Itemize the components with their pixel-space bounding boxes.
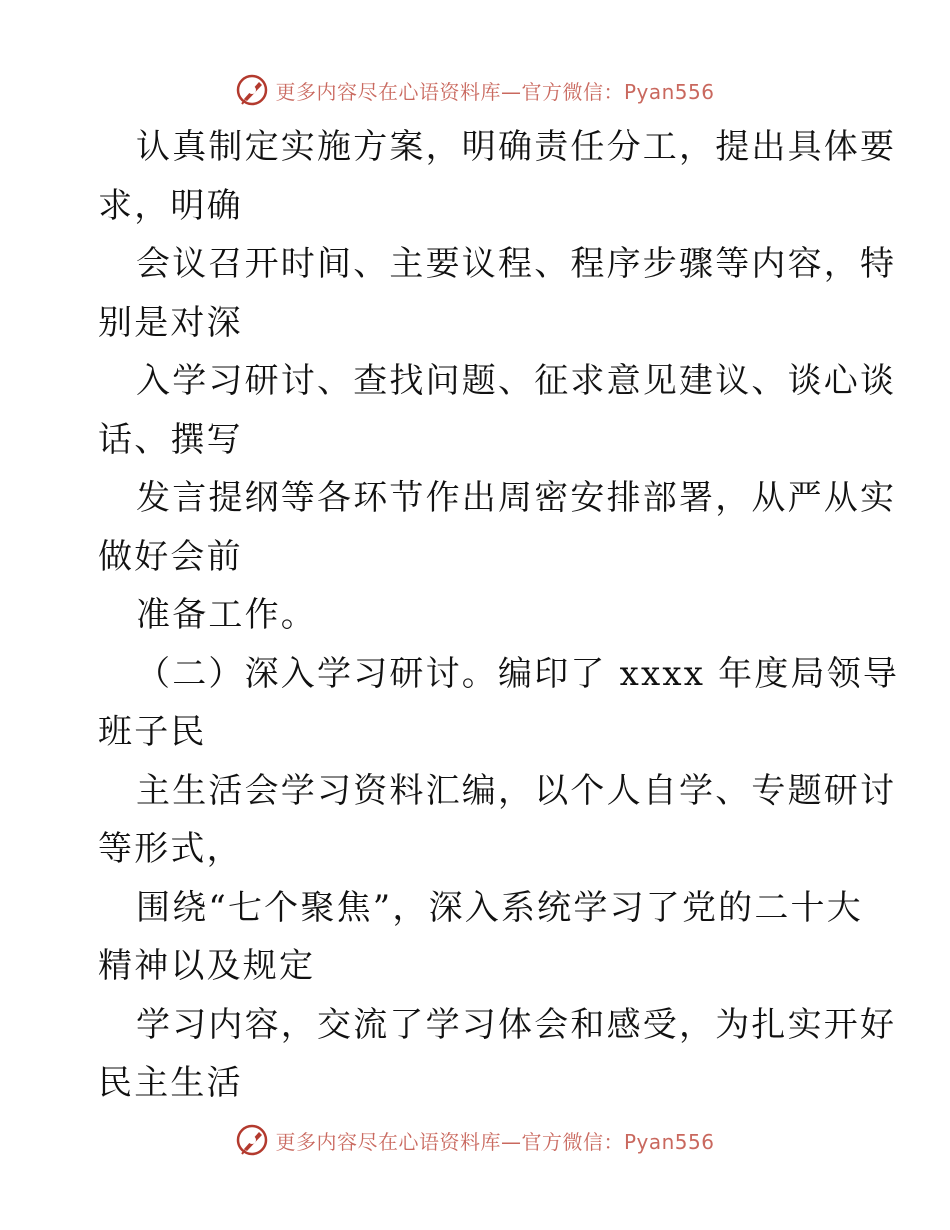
watermark-text: 更多内容尽在心语资料库—官方微信：Pyan556 [275, 79, 715, 104]
body-line: 准备工作。 [136, 595, 317, 635]
quill-pen-logo-icon [235, 73, 269, 107]
body-line: 做好会前 [98, 536, 243, 577]
body-line: 等形式， [98, 829, 243, 869]
body-line: 话、撰写 [98, 419, 243, 460]
body-line: 别是对深 [98, 302, 243, 343]
body-line: 学习内容，交流了学习体会和感受，为扎实开好 [136, 1004, 897, 1045]
footer-watermark [0, 1118, 950, 1162]
watermark-text: 更多内容尽在心语资料库—官方微信：Pyan556 [275, 1129, 715, 1154]
body-line: 主生活会学习资料汇编，以个人自学、专题研讨 [136, 770, 897, 811]
body-line: 民主生活 [98, 1063, 243, 1103]
body-line: 班子民 [98, 712, 207, 752]
header-watermark [0, 68, 950, 112]
body-line: 入学习研讨、查找问题、征求意见建议、谈心谈 [136, 361, 897, 401]
document-body [98, 118, 900, 1113]
body-line: 会议召开时间、主要议程、程序步骤等内容，特 [136, 244, 897, 284]
body-line: 求，明确 [98, 185, 243, 226]
quill-pen-logo-icon [235, 1123, 269, 1157]
body-line: 发言提纲等各环节作出周密安排部署，从严从实 [136, 478, 897, 518]
body-line: 认真制定实施方案，明确责任分工，提出具体要 [136, 127, 897, 167]
body-line: 精神以及规定 [98, 946, 316, 986]
section-heading-line: （二）深入学习研讨。编印了 xxxx 年度局领导 [136, 653, 900, 694]
body-line: 围绕“七个聚焦”，深入系统学习了党的二十大 [136, 887, 863, 928]
